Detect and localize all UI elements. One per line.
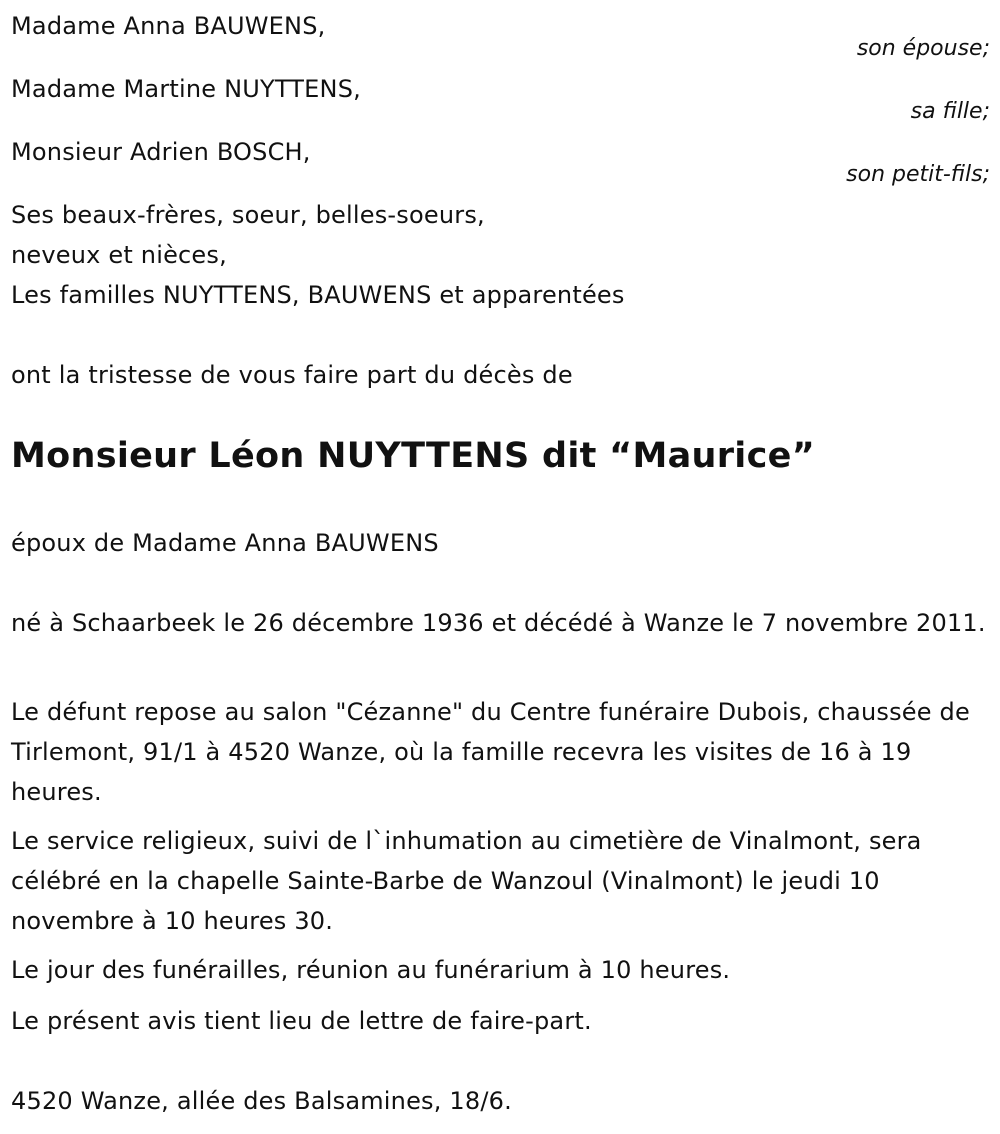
deceased-name: Monsieur Léon NUYTTENS dit “Maurice” xyxy=(11,436,815,476)
family-member-relation: sa fille; xyxy=(910,99,990,124)
funeral-meeting-paragraph: Le jour des funérailles, réunion au funérarium à 10 heures. xyxy=(11,956,731,984)
relatives-line: neveux et nièces, xyxy=(11,241,227,269)
address-line: 4520 Wanze, allée des Balsamines, 18/6. xyxy=(11,1087,512,1115)
service-paragraph: Le service religieux, suivi de l`inhumation au cimetière de Vinalmont, sera célébré en la chapelle Sainte-Barbe de Wanzoul (Vinalmont) le jeudi 10 novembre à 10 heures 30. xyxy=(11,827,922,935)
relatives-line: Les familles NUYTTENS, BAUWENS et apparentées xyxy=(11,281,625,309)
family-member-name: Madame Anna BAUWENS, xyxy=(11,12,326,40)
notice-paragraph: Le présent avis tient lieu de lettre de faire-part. xyxy=(11,1007,592,1035)
family-member-name: Madame Martine NUYTTENS, xyxy=(11,75,361,103)
birth-death-paragraph: né à Schaarbeek le 26 décembre 1936 et décédé à Wanze le 7 novembre 2011. xyxy=(11,609,986,637)
relatives-line: Ses beaux-frères, soeur, belles-soeurs, xyxy=(11,201,485,229)
spouse-line: époux de Madame Anna BAUWENS xyxy=(11,529,439,557)
announcement-text: ont la tristesse de vous faire part du décès de xyxy=(11,361,573,389)
family-member-relation: son épouse; xyxy=(856,36,990,61)
family-member-relation: son petit-fils; xyxy=(846,162,990,187)
viewing-paragraph: Le défunt repose au salon "Cézanne" du Centre funéraire Dubois, chaussée de Tirlemont, 91/1 à 4520 Wanze, où la famille recevra les visites de 16 à 19 heures. xyxy=(11,698,970,806)
family-member-name: Monsieur Adrien BOSCH, xyxy=(11,138,311,166)
